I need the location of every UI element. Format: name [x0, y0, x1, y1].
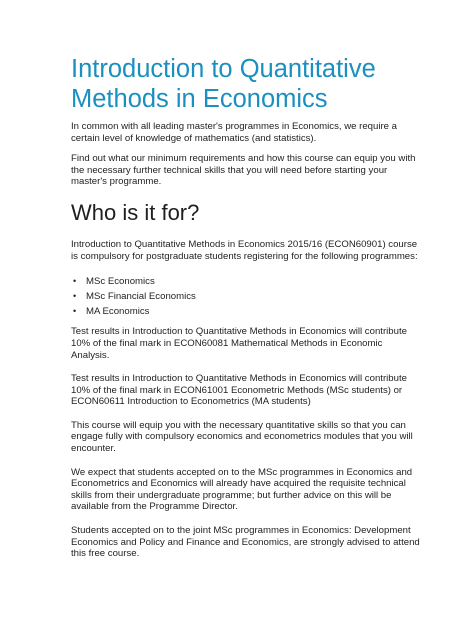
- programme-list: [71, 276, 421, 317]
- section-heading-who: Who is it for?: [71, 199, 200, 225]
- skills-paragraph: This course will equip you with the necessary quantitative skills so that you can engage fully with compulsory economics and econometrics modules that you will encounter.: [71, 419, 413, 455]
- requirements-paragraph: Find out what our minimum requirements and how this course can equip you with the necessary further technical skills that you will need before starting your master's programme.: [71, 153, 416, 188]
- programme-label: MA Economics: [86, 305, 150, 317]
- bullet-icon: •: [73, 290, 77, 301]
- test-results-paragraph-1: Test results in Introduction to Quantitative Methods in Economics will contribute 10% of the final mark in ECON60081 Mathematical Methods in Economic Analysis.: [71, 326, 407, 361]
- list-item: [71, 276, 421, 288]
- document-title: Introduction to Quantitative Methods in Economics: [71, 55, 376, 113]
- test-results-paragraph-2: Test results in Introduction to Quantitative Methods in Economics will contribute 10% of the final mark in ECON61001 Econometric Methods (MSc students) or ECON60611 Introduction to Econometrics (MA students): [71, 373, 407, 408]
- bullet-icon: •: [73, 276, 77, 287]
- intro-paragraph: In common with all leading master's programmes in Economics, we require a certain level of knowledge of mathematics (and statistics).: [71, 121, 398, 144]
- expectations-paragraph: We expect that students accepted on to the MSc programmes in Economics and Econometrics and Economics will already have acquired the requisite technical skills from their undergraduate programme; but further advice on this will be available from the Programme Director.: [71, 466, 413, 513]
- who-paragraph: Introduction to Quantitative Methods in Economics 2015/16 (ECON60901) course is compulsory for postgraduate students registering for the following programmes:: [71, 238, 418, 262]
- programme-label: MSc Financial Economics: [86, 290, 196, 302]
- joint-programmes-paragraph: Students accepted on to the joint MSc programmes in Economics: Development Economics and Policy and Finance and Economics, are strongly advised to attend this free course.: [71, 525, 420, 560]
- list-item: [71, 306, 421, 318]
- list-item: [71, 291, 421, 303]
- document-page: [71, 54, 421, 560]
- bullet-icon: •: [73, 305, 77, 316]
- programme-label: MSc Economics: [86, 276, 155, 288]
